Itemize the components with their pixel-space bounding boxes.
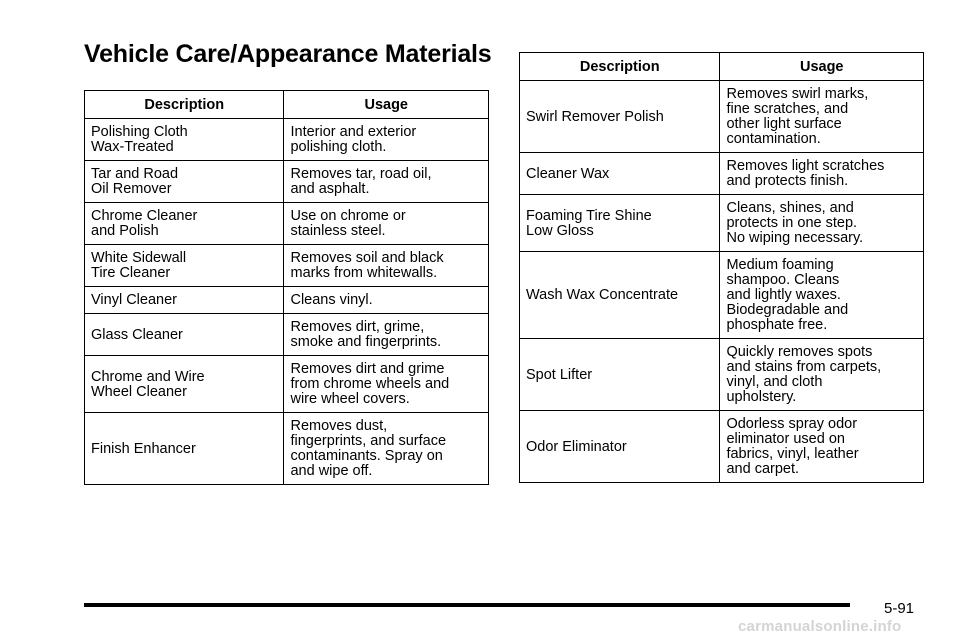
cell-usage: Medium foaming shampoo. Cleans and lightly waxes. Biodegradable and phosphate free. xyxy=(720,252,924,339)
cell-usage: Removes swirl marks, fine scratches, and other light surface contamination. xyxy=(720,81,924,153)
table-row xyxy=(85,119,489,161)
cell-usage: Removes tar, road oil, and asphalt. xyxy=(284,161,489,203)
page-number: 5-91 xyxy=(884,600,915,617)
footer-rule xyxy=(84,603,850,607)
table-row xyxy=(520,153,924,195)
cell-usage: Removes dust, fingerprints, and surface contaminants. Spray on and wipe off. xyxy=(284,413,489,485)
table-header-row xyxy=(520,53,924,81)
cell-description: Chrome and Wire Wheel Cleaner xyxy=(85,356,284,413)
table-row xyxy=(85,203,489,245)
care-materials-table-left xyxy=(84,90,489,485)
cell-usage: Cleans vinyl. xyxy=(284,287,489,314)
header-usage: Usage xyxy=(720,53,924,81)
table-row xyxy=(85,161,489,203)
table-header-row xyxy=(85,91,489,119)
page-title: Vehicle Care/Appearance Materials xyxy=(84,40,492,68)
table-row xyxy=(520,339,924,411)
header-description: Description xyxy=(520,53,720,81)
cell-description: Foaming Tire Shine Low Gloss xyxy=(520,195,720,252)
cell-usage: Removes soil and black marks from whitewalls. xyxy=(284,245,489,287)
cell-usage: Removes light scratches and protects finish. xyxy=(720,153,924,195)
cell-description: Cleaner Wax xyxy=(520,153,720,195)
cell-description: Glass Cleaner xyxy=(85,314,284,356)
cell-usage: Removes dirt, grime, smoke and fingerprints. xyxy=(284,314,489,356)
cell-usage: Use on chrome or stainless steel. xyxy=(284,203,489,245)
table-row xyxy=(85,314,489,356)
table-row xyxy=(520,411,924,483)
table-row xyxy=(520,252,924,339)
cell-usage: Removes dirt and grime from chrome wheels and wire wheel covers. xyxy=(284,356,489,413)
header-usage: Usage xyxy=(284,91,489,119)
cell-description: Chrome Cleaner and Polish xyxy=(85,203,284,245)
table-row xyxy=(85,245,489,287)
table-row xyxy=(520,81,924,153)
cell-description: Polishing Cloth Wax-Treated xyxy=(85,119,284,161)
cell-description: Spot Lifter xyxy=(520,339,720,411)
watermark: carmanualsonline.info xyxy=(738,618,902,635)
header-description: Description xyxy=(85,91,284,119)
cell-usage: Odorless spray odor eliminator used on fabrics, vinyl, leather and carpet. xyxy=(720,411,924,483)
table-row xyxy=(85,356,489,413)
table-row xyxy=(520,195,924,252)
cell-usage: Quickly removes spots and stains from carpets, vinyl, and cloth upholstery. xyxy=(720,339,924,411)
cell-description: White Sidewall Tire Cleaner xyxy=(85,245,284,287)
table-row xyxy=(85,413,489,485)
cell-description: Vinyl Cleaner xyxy=(85,287,284,314)
cell-usage: Cleans, shines, and protects in one step. No wiping necessary. xyxy=(720,195,924,252)
cell-description: Finish Enhancer xyxy=(85,413,284,485)
cell-description: Odor Eliminator xyxy=(520,411,720,483)
cell-description: Wash Wax Concentrate xyxy=(520,252,720,339)
cell-description: Tar and Road Oil Remover xyxy=(85,161,284,203)
table-row xyxy=(85,287,489,314)
care-materials-table-right xyxy=(519,52,924,483)
cell-description: Swirl Remover Polish xyxy=(520,81,720,153)
cell-usage: Interior and exterior polishing cloth. xyxy=(284,119,489,161)
